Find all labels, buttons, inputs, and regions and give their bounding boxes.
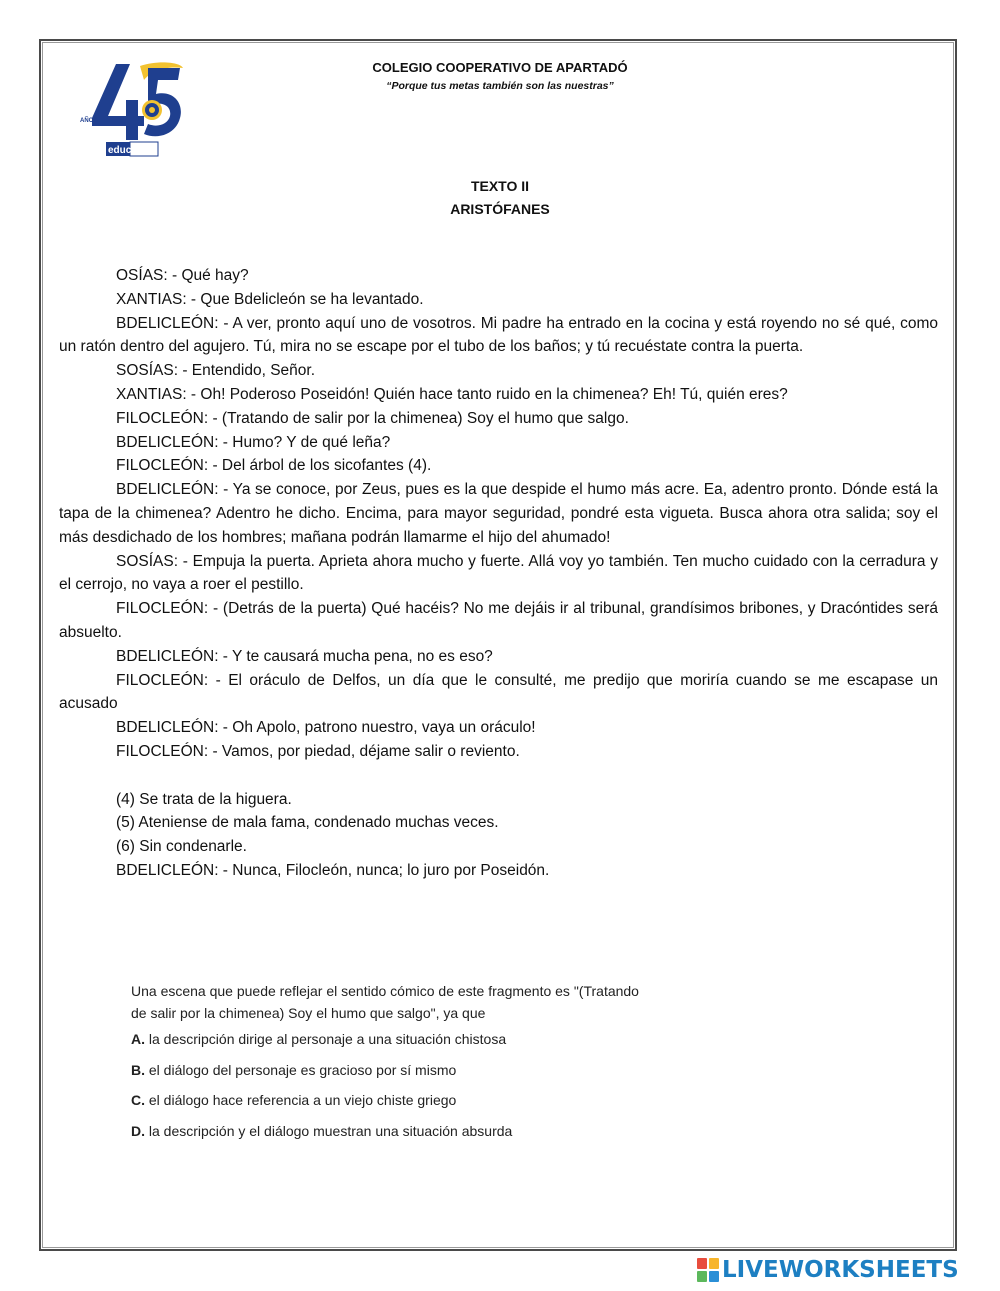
option-d[interactable]: D. la descripción y el diálogo muestran una situación absurda [131, 1122, 513, 1139]
brand-square [709, 1258, 719, 1269]
brand-square [697, 1271, 707, 1282]
brand-square [697, 1258, 707, 1269]
reading-passage [59, 264, 938, 883]
option-c[interactable]: C. el diálogo hace referencia a un viejo chiste griego [131, 1092, 457, 1108]
dialogue-line: BDELICLEÓN: - Oh Apolo, patrono nuestro, vaya un oráculo! [116, 719, 536, 737]
liveworksheets-brand[interactable] [697, 1255, 997, 1285]
option-a[interactable]: A. la descripción dirige al personaje a una situación chistosa [131, 1031, 507, 1047]
dialogue-line: FILOCLEÓN: - Vamos, por piedad, déjame salir o reviento. [116, 742, 520, 760]
school-logo [78, 58, 188, 163]
brand-square [709, 1271, 719, 1282]
dialogue-line: XANTIAS: - Oh! Poderoso Poseidón! Quién hace tanto ruido en la chimenea? Eh! Tú, quién eres? [116, 385, 788, 403]
question-stem-line: de salir por la chimenea) Soy el humo que salgo", ya que [131, 1005, 486, 1021]
brand-name: LIVEWORKSHEETS [722, 1257, 959, 1283]
footnote: (5) Ateniense de mala fama, condenado muchas veces. [116, 814, 499, 832]
dialogue-line: BDELICLEÓN: - Nunca, Filocleón, nunca; lo juro por Poseidón. [116, 861, 550, 879]
brand-logo-icon [697, 1258, 719, 1282]
school-motto: “Porque tus metas también son las nuestras” [386, 80, 614, 92]
footnote: (6) Sin condenarle. [116, 838, 247, 856]
dialogue-line: BDELICLEÓN: - Y te causará mucha pena, no es eso? [116, 647, 493, 665]
dialogue-line: BDELICLEÓN: - Humo? Y de qué leña? [116, 433, 391, 451]
dialogue-line: FILOCLEÓN: - (Detrás de la puerta) Qué hacéis? No me dejáis ir al tribunal, grandísimos bribones, y Dracóntides será absuelto. [59, 600, 938, 641]
dialogue-line: XANTIAS: - Que Bdelicleón se ha levantado. [116, 290, 424, 308]
school-name: COLEGIO COOPERATIVO DE APARTADÓ [372, 60, 628, 75]
dialogue-line: BDELICLEÓN: - A ver, pronto aquí uno de vosotros. Mi padre ha entrado en la cocina y está royendo no sé qué, como un ratón dentro del agujero. Tú, mira no se escape por el tubo de los baños; y tú recuéstate contra la puerta. [59, 314, 938, 356]
question-stem-line: Una escena que puede reflejar el sentido cómico de este fragmento es "(Tratando [131, 983, 639, 999]
dialogue-line: FILOCLEÓN: - El oráculo de Delfos, un día que le consulté, me predijo que moriría cuando se me escapase un acusado [59, 671, 938, 713]
text-title: TEXTO II [470, 178, 530, 194]
dialogue-line: FILOCLEÓN: - (Tratando de salir por la chimenea) Soy el humo que salgo. [116, 409, 629, 427]
dialogue-line: BDELICLEÓN: - Ya se conoce, por Zeus, pues es la que despide el humo más acre. Ea, adentro pronto. Dónde está la tapa de la chimenea? Adentro he dicho. Encima, para mayor seguridad, pondré esta vigueta. Busca ahora otra salida; soy el más desdichado de los hombres; mañana podrán llamarme el hijo del ahumado! [59, 481, 938, 546]
dialogue-line: OSÍAS: - Qué hay? [116, 267, 249, 284]
footnote: (4) Se trata de la higuera. [116, 790, 292, 808]
question-block [131, 980, 821, 1146]
logo-brand: educoop [108, 145, 150, 156]
dialogue-line: FILOCLEÓN: - Del árbol de los sicofantes (4). [116, 457, 432, 475]
dialogue-line: SOSÍAS: - Empuja la puerta. Aprieta ahora mucho y fuerte. Allá voy yo también. Ten mucho cuidado con la cerradura y el cerrojo, no vaya a roer el pestillo. [59, 552, 938, 594]
text-author: ARISTÓFANES [450, 201, 550, 217]
dialogue-line: SOSÍAS: - Entendido, Señor. [116, 362, 316, 380]
option-b[interactable]: B. el diálogo del personaje es gracioso por sí mismo [131, 1061, 457, 1078]
logo-years-label: AÑOS [80, 118, 98, 124]
